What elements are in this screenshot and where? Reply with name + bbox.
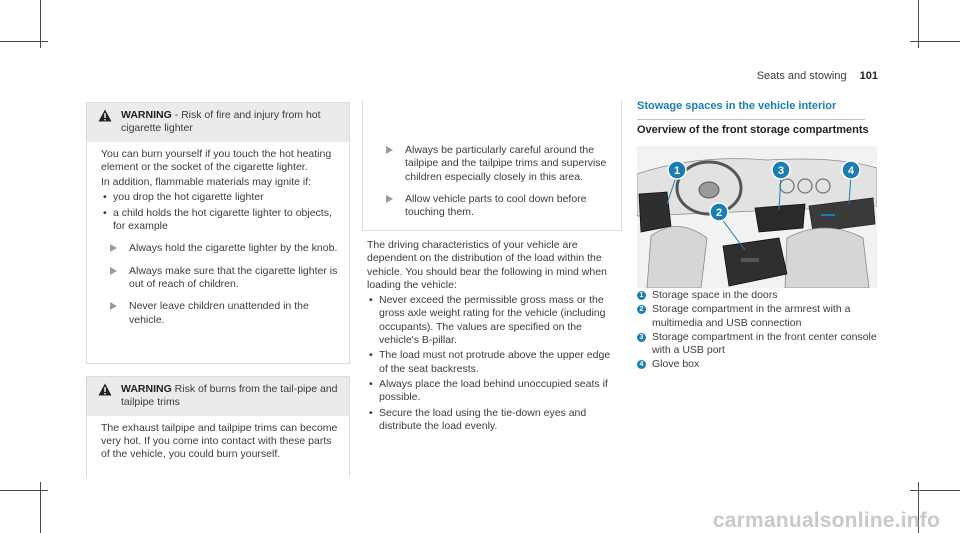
crop-mark xyxy=(0,41,48,42)
action-step xyxy=(101,265,339,292)
warning-triangle-icon xyxy=(98,383,112,396)
action-text: Allow vehicle parts to cool down before touching them. xyxy=(405,192,587,219)
action-step xyxy=(101,242,339,255)
paragraph: The driving characteristics of your vehicle are dependent on the distribution of the load within the vehicle. You should bear the following in mind when loading the vehicle: xyxy=(367,239,607,291)
list-item: • a child holds the hot cigarette lighter to objects, for example xyxy=(101,207,339,234)
legend-item xyxy=(637,303,887,330)
warning-triangle-icon xyxy=(98,109,112,122)
warning-label: WARNING xyxy=(121,109,172,121)
arrow-icon xyxy=(386,195,393,203)
interior-illustration xyxy=(637,146,877,288)
legend-number: 3 xyxy=(637,333,646,342)
action-text: Always hold the cigarette lighter by the knob. xyxy=(129,242,338,255)
page-header xyxy=(757,70,878,83)
list-item: • Never exceed the permissible gross mass or the gross axle weight rating for the vehicle (including occupants). The values are specified on the vehicle's B-pillar. xyxy=(367,294,619,347)
paragraph: In addition, flammable materials may ignite if: xyxy=(101,176,312,189)
warning-label: WARNING xyxy=(121,383,172,395)
warning-header xyxy=(87,103,349,142)
warning-box-tailpipe-left xyxy=(86,376,350,477)
crop-mark xyxy=(0,490,48,491)
warning-header xyxy=(87,377,349,416)
watermark: carmanualsonline.info xyxy=(712,508,940,532)
legend-item xyxy=(637,289,887,302)
callout-label: 3 xyxy=(777,165,785,177)
legend-number: 1 xyxy=(637,291,646,300)
action-text: Always be particularly careful around the tailpipe and the tailpipe trims and supervise children especially closely in this area. xyxy=(405,144,607,183)
crop-mark xyxy=(910,490,960,491)
bullet-list xyxy=(101,191,339,233)
section-title: Stowage spaces in the vehicle interior xyxy=(637,100,865,120)
arrow-icon xyxy=(110,302,117,310)
list-item: • The load must not protrude above the upper edge of the seat backrests. xyxy=(367,349,619,376)
legend-number: 4 xyxy=(637,360,646,369)
warning-box-tailpipe-right xyxy=(362,100,622,231)
loading-section xyxy=(367,239,619,437)
arrow-icon xyxy=(110,267,117,275)
warning-box-lighter xyxy=(86,102,350,364)
legend-item xyxy=(637,358,887,371)
action-step xyxy=(377,144,611,184)
figure-legend xyxy=(637,289,887,373)
legend-text: Storage compartment in the front center console with a USB port xyxy=(652,330,877,357)
page-number: 101 xyxy=(859,70,878,82)
list-item: • you drop the hot cigarette lighter xyxy=(101,191,339,204)
action-step xyxy=(101,300,339,327)
legend-item xyxy=(637,331,887,358)
legend-text: Glove box xyxy=(652,358,700,371)
legend-text: Storage compartment in the armrest with a multimedia and USB connection xyxy=(652,303,851,329)
callout-label: 2 xyxy=(715,207,723,219)
action-step xyxy=(377,193,611,220)
list-item: • Secure the load using the tie-down eyes and distribute the load evenly. xyxy=(367,407,619,434)
subsection-title: Overview of the front storage compartments xyxy=(637,124,869,136)
crop-mark xyxy=(910,41,960,42)
warning-title: Risk of burns from the tail-pipe and tailpipe trims xyxy=(121,383,338,409)
legend-number: 2 xyxy=(637,305,646,314)
arrow-icon xyxy=(110,244,117,252)
action-text: Always make sure that the cigarette lighter is out of reach of children. xyxy=(129,264,338,290)
legend-text: Storage space in the doors xyxy=(652,289,778,301)
section-name: Seats and stowing xyxy=(756,70,847,82)
warning-title: - Risk of fire and injury from hot cigarette lighter xyxy=(121,109,321,135)
callout-label: 4 xyxy=(847,165,855,177)
arrow-icon xyxy=(386,146,393,154)
paragraph: You can burn yourself if you touch the hot heating element or the socket of the cigarette lighter. xyxy=(101,147,332,173)
list-item: • Always place the load behind unoccupied seats if possible. xyxy=(367,378,619,405)
paragraph: The exhaust tailpipe and tailpipe trims can become very hot. If you come into contact with these parts of the vehicle, you could burn yourself. xyxy=(101,421,338,461)
action-text: Never leave children unattended in the vehicle. xyxy=(129,300,309,326)
bullet-list xyxy=(367,294,619,433)
callout-label: 1 xyxy=(673,165,681,177)
